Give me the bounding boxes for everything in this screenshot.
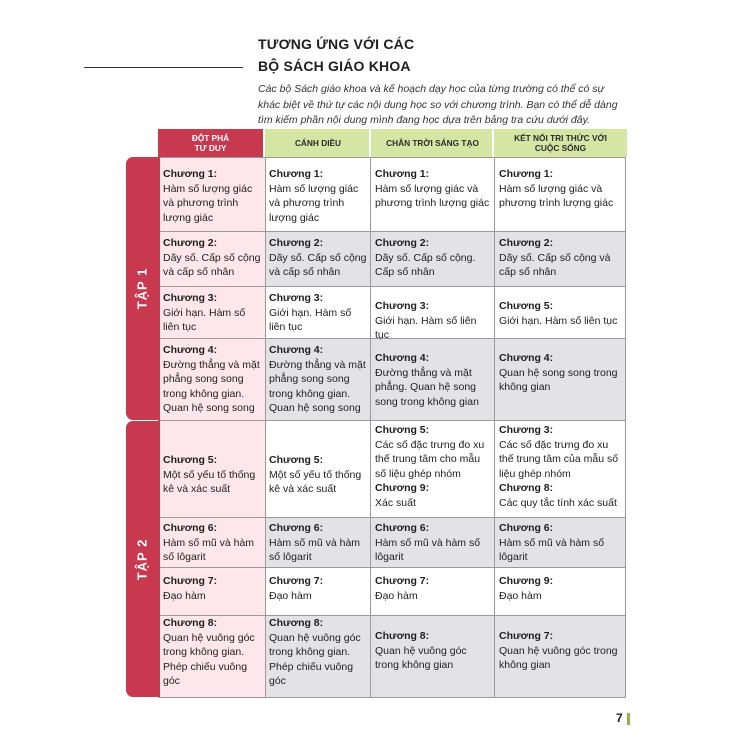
chapter-heading: Chương 5:: [163, 454, 218, 466]
table-cell: [163, 343, 262, 416]
grid-line: [158, 420, 626, 421]
table-cell: [163, 616, 262, 689]
chapter-heading: Chương 3:: [375, 300, 430, 312]
table-cell: [269, 616, 368, 689]
table-cell: [375, 423, 493, 510]
chapter-heading: Chương 2:: [163, 237, 218, 249]
table-cell: [269, 574, 368, 603]
chapter-title: Đạo hàm: [269, 589, 312, 602]
chapter-heading: Chương 1:: [499, 168, 554, 180]
column-header-canh-dieu: [263, 129, 371, 157]
chapter-title: Đường thẳng và mặt phẳng. Quan hệ song song trong không gian: [375, 366, 479, 408]
table-cell: [499, 299, 622, 328]
chapter-title: Hàm số lượng giác và phương trình lượng giác: [375, 182, 490, 209]
page-number: 7: [616, 711, 623, 725]
table-cell: [375, 521, 493, 565]
chapter-title: Quan hệ vuông góc trong không gian: [499, 644, 618, 671]
chapter-heading: Chương 7:: [163, 575, 218, 587]
chapter-heading: Chương 2:: [269, 237, 324, 249]
table-cell: [499, 423, 622, 510]
chapter-heading: Chương 1:: [269, 168, 324, 180]
grid-line: [158, 231, 626, 232]
chapter-title: Dãy số. Cấp số cộng và cấp số nhân: [269, 251, 367, 278]
volume-tab-1: [126, 157, 158, 420]
chapter-heading: Chương 6:: [163, 522, 218, 534]
chapter-heading: Chương 5:: [375, 424, 430, 436]
table-cell: [375, 351, 493, 409]
chapter-heading: Chương 6:: [375, 522, 430, 534]
table-cell: [163, 574, 262, 603]
column-header-dot-pha-tu-duy: [158, 129, 263, 157]
table-cell: [499, 521, 622, 565]
chapter-title: Hàm số mũ và hàm số lôgarit: [499, 536, 605, 563]
chapter-heading: Chương 4:: [269, 344, 324, 356]
chapter-title: Các số đặc trưng đo xu thế trung tâm cho mẫu số liệu ghép nhóm: [375, 438, 485, 480]
table-cell: [499, 574, 622, 603]
chapter-heading: Chương 4:: [499, 352, 554, 364]
chapter-title: Đạo hàm: [375, 589, 418, 602]
table-cell: [269, 453, 368, 497]
chapter-heading: Chương 3:: [499, 424, 554, 436]
chapter-title: Dãy số. Cấp số cộng và cấp số nhân: [499, 251, 611, 278]
column-header-line: ĐỘT PHÁ: [191, 133, 230, 143]
chapter-title: Giới hạn. Hàm số liên tục: [375, 314, 477, 341]
column-header-line: CHÂN TRỜI SÁNG TẠO: [386, 138, 479, 148]
table-cell: [163, 521, 262, 565]
chapter-heading: Chương 8:: [269, 617, 324, 629]
chapter-title: Dãy số. Cấp số cộng và cấp số nhân: [163, 251, 261, 278]
grid-line: [625, 157, 626, 697]
chapter-heading: Chương 1:: [375, 168, 430, 180]
column-header-line: KẾT NỐI TRI THỨC VỚI: [514, 133, 607, 143]
chapter-title: Giới hạn. Hàm số liên tục: [499, 314, 618, 327]
chapter-heading: Chương 3:: [269, 292, 324, 304]
table-cell: [269, 167, 368, 225]
chapter-title: Đường thẳng và mặt phẳng song song trong không gian. Quan hệ song song: [269, 358, 366, 414]
chapter-title: Quan hệ vuông góc trong không gian. Phép chiếu vuông góc: [163, 631, 255, 687]
chapter-title: Các quy tắc tính xác suất: [499, 496, 617, 509]
table-cell: [499, 351, 622, 395]
chapter-title: Hàm số lượng giác và phương trình lượng giác: [269, 182, 359, 224]
grid-line: [158, 697, 626, 698]
chapter-title: Quan hệ song song trong không gian: [499, 366, 618, 393]
column-header-ket-noi-tri-thuc: [492, 129, 627, 157]
table-cell: [269, 521, 368, 565]
chapter-title: Hàm số mũ và hàm số lôgarit: [163, 536, 255, 563]
chapter-title: Hàm số lượng giác và phương trình lượng giác: [499, 182, 614, 209]
chapter-title: Quan hệ vuông góc trong không gian: [375, 644, 467, 671]
column-header-line: CÁNH DIỀU: [294, 138, 342, 148]
chapter-heading: Chương 8:: [499, 482, 554, 494]
table-cell: [269, 236, 368, 280]
chapter-heading: Chương 8:: [163, 617, 218, 629]
chapter-title: Dãy số. Cấp số cộng. Cấp số nhân: [375, 251, 476, 278]
chapter-title: Giới hạn. Hàm số liên tục: [163, 306, 246, 333]
chapter-title: Hàm số mũ và hàm số lôgarit: [269, 536, 361, 563]
chapter-title: Một số yếu tố thống kê và xác suất: [163, 468, 256, 495]
chapter-heading: Chương 7:: [375, 575, 430, 587]
chapter-title: Một số yếu tố thống kê và xác suất: [269, 468, 362, 495]
table-cell: [269, 291, 368, 335]
table-cell: [375, 236, 493, 280]
header-rule: [84, 67, 243, 68]
chapter-heading: Chương 3:: [163, 292, 218, 304]
chapter-title: Xác suất: [375, 496, 416, 509]
page-number-bar: [627, 713, 630, 725]
grid-line: [494, 157, 495, 697]
column-header-chan-troi-sang-tao: [369, 129, 494, 157]
chapter-heading: Chương 9:: [375, 482, 430, 494]
chapter-title: Hàm số lượng giác và phương trình lượng giác: [163, 182, 253, 224]
table-cell: [499, 236, 622, 280]
table-cell: [499, 629, 622, 673]
column-header-line: TƯ DUY: [194, 143, 227, 153]
chapter-title: Các số đặc trưng đo xu thế trung tâm của mẫu số liệu ghép nhóm: [499, 438, 619, 480]
chapter-heading: Chương 7:: [269, 575, 324, 587]
chapter-title: Đạo hàm: [163, 589, 206, 602]
chapter-heading: Chương 8:: [375, 630, 430, 642]
grid-line: [158, 286, 626, 287]
grid-line: [158, 567, 626, 568]
intro-paragraph: Các bộ Sách giáo khoa và kế hoạch dạy học của từng trường có thể có sự khác biệt về thứ tự các nội dung học so với chương trình. Bạn có thể dễ dàng tìm kiếm phần nội dung mình đang học dựa trên bảng tra cứu dưới đây.: [258, 83, 618, 126]
table-cell: [375, 167, 493, 211]
chapter-heading: Chương 4:: [163, 344, 218, 356]
chapter-title: Đạo hàm: [499, 589, 542, 602]
table-cell: [499, 167, 622, 211]
table-cell: [375, 299, 493, 343]
volume-tab-2: [126, 421, 158, 697]
page-title-line2: BỘ SÁCH GIÁO KHOA: [258, 58, 411, 74]
table-cell: [163, 291, 262, 335]
chapter-heading: Chương 4:: [375, 352, 430, 364]
grid-line: [265, 157, 266, 697]
page-title-line1: TƯƠNG ỨNG VỚI CÁC: [258, 36, 415, 52]
chapter-title: Quan hệ vuông góc trong không gian. Phép chiếu vuông góc: [269, 631, 361, 687]
grid-line: [158, 157, 626, 158]
table-left-border: [158, 157, 160, 697]
table-cell: [163, 453, 262, 497]
column-header-line: CUỘC SỐNG: [534, 143, 587, 153]
chapter-heading: Chương 1:: [163, 168, 218, 180]
table-cell: [375, 574, 493, 603]
chapter-heading: Chương 5:: [499, 300, 554, 312]
volume-tab-label: TẬP 2: [134, 538, 150, 580]
chapter-title: Giới hạn. Hàm số liên tục: [269, 306, 352, 333]
chapter-title: Hàm số mũ và hàm số lôgarit: [375, 536, 481, 563]
chapter-heading: Chương 6:: [499, 522, 554, 534]
chapter-heading: Chương 7:: [499, 630, 554, 642]
chapter-heading: Chương 2:: [499, 237, 554, 249]
chapter-heading: Chương 9:: [499, 575, 554, 587]
table-cell: [163, 236, 262, 280]
grid-line: [370, 157, 371, 697]
chapter-heading: Chương 2:: [375, 237, 430, 249]
chapter-title: Đường thẳng và mặt phẳng song song trong không gian. Quan hệ song song: [163, 358, 260, 414]
chapter-heading: Chương 5:: [269, 454, 324, 466]
volume-tab-label: TẬP 1: [134, 267, 150, 310]
chapter-heading: Chương 6:: [269, 522, 324, 534]
table-cell: [269, 343, 368, 416]
grid-line: [158, 517, 626, 518]
table-cell: [163, 167, 262, 225]
table-cell: [375, 629, 493, 673]
